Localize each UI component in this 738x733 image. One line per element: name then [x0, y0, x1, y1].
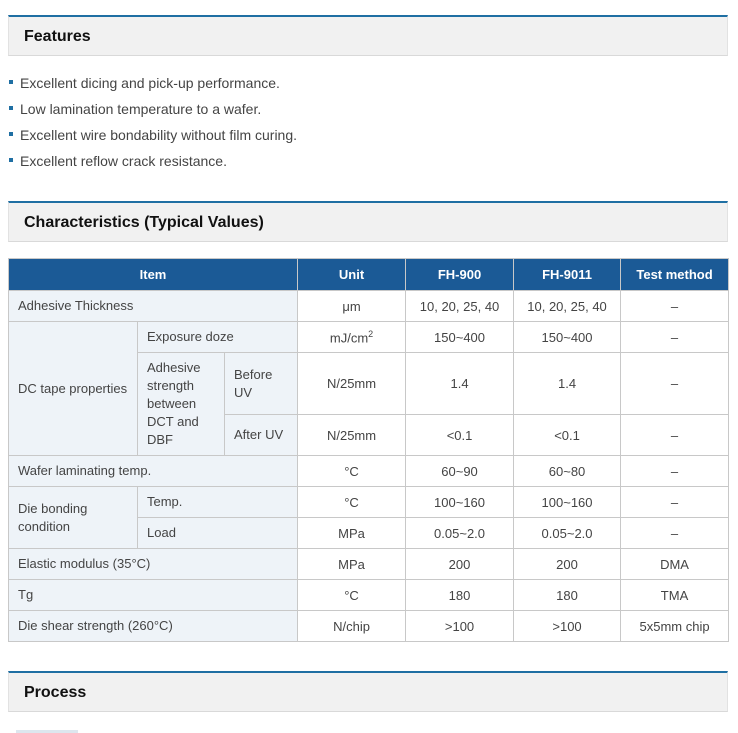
fh900-cell: <0.1 [406, 415, 514, 456]
fh900-cell: >100 [406, 611, 514, 642]
characteristics-section-header [8, 201, 728, 242]
table-row [9, 549, 729, 580]
fh9011-cell: 180 [514, 580, 621, 611]
process-section-header [8, 671, 728, 712]
feature-item: Excellent wire bondability without film curing. [9, 124, 297, 150]
table-row [9, 611, 729, 642]
fh900-cell: 0.05~2.0 [406, 518, 514, 549]
fh900-cell: 1.4 [406, 353, 514, 415]
unit-cell: °C [298, 487, 406, 518]
feature-item: Excellent dicing and pick-up performance. [9, 72, 297, 98]
row-label: Die shear strength (260°C) [9, 611, 298, 642]
test-cell: – [621, 456, 729, 487]
header-item: Item [9, 259, 298, 291]
features-title: Features [24, 28, 91, 45]
square-bullet-icon [9, 106, 13, 110]
table-row [9, 322, 729, 353]
header-unit: Unit [298, 259, 406, 291]
row-label: Adhesive Thickness [9, 291, 298, 322]
test-cell: – [621, 291, 729, 322]
test-cell: DMA [621, 549, 729, 580]
fh9011-cell: 1.4 [514, 353, 621, 415]
row-label: After UV [225, 415, 298, 456]
test-cell: – [621, 487, 729, 518]
fh9011-cell: 60~80 [514, 456, 621, 487]
row-label: Temp. [138, 487, 298, 518]
unit-cell: °C [298, 456, 406, 487]
features-list [9, 72, 297, 176]
table-header-row [9, 259, 729, 291]
test-cell: – [621, 322, 729, 353]
fh9011-cell: 100~160 [514, 487, 621, 518]
features-section-header [8, 15, 728, 56]
test-cell: – [621, 518, 729, 549]
fh9011-cell: 0.05~2.0 [514, 518, 621, 549]
feature-item: Excellent reflow crack resistance. [9, 150, 297, 176]
fh9011-cell: 10, 20, 25, 40 [514, 291, 621, 322]
table-row [9, 291, 729, 322]
header-fh900: FH-900 [406, 259, 514, 291]
characteristics-title: Characteristics (Typical Values) [24, 214, 264, 231]
unit-cell: N/25mm [298, 415, 406, 456]
row-label: Tg [9, 580, 298, 611]
unit-cell: N/chip [298, 611, 406, 642]
unit-cell: N/25mm [298, 353, 406, 415]
unit-cell: MPa [298, 549, 406, 580]
table-row [9, 580, 729, 611]
fh9011-cell: 200 [514, 549, 621, 580]
table-row [9, 487, 729, 518]
test-cell: 5x5mm chip [621, 611, 729, 642]
fh900-cell: 10, 20, 25, 40 [406, 291, 514, 322]
fh900-cell: 180 [406, 580, 514, 611]
sub-group-label-adhesive-strength: Adhesive strength between DCT and DBF [138, 353, 225, 456]
header-fh9011: FH-9011 [514, 259, 621, 291]
header-test-method: Test method [621, 259, 729, 291]
row-label: Before UV [225, 353, 298, 415]
row-label: Wafer laminating temp. [9, 456, 298, 487]
unit-cell: μm [298, 291, 406, 322]
test-cell: – [621, 415, 729, 456]
test-cell: TMA [621, 580, 729, 611]
row-label: Elastic modulus (35°C) [9, 549, 298, 580]
square-bullet-icon [9, 132, 13, 136]
fh9011-cell: <0.1 [514, 415, 621, 456]
table-row [9, 456, 729, 487]
group-label-dc-tape: DC tape properties [9, 322, 138, 456]
unit-cell: MPa [298, 518, 406, 549]
feature-item: Low lamination temperature to a wafer. [9, 98, 297, 124]
group-label-die-bonding: Die bonding condition [9, 487, 138, 549]
row-label: Exposure doze [138, 322, 298, 353]
fh900-cell: 60~90 [406, 456, 514, 487]
unit-cell: °C [298, 580, 406, 611]
fh900-cell: 150~400 [406, 322, 514, 353]
fh900-cell: 100~160 [406, 487, 514, 518]
unit-cell: $mJ/cm^2$ [298, 322, 406, 353]
fh9011-cell: 150~400 [514, 322, 621, 353]
test-cell: – [621, 353, 729, 415]
row-label: Load [138, 518, 298, 549]
fh9011-cell: >100 [514, 611, 621, 642]
square-bullet-icon [9, 158, 13, 162]
characteristics-table [8, 258, 729, 642]
process-title: Process [24, 684, 87, 701]
fh900-cell: 200 [406, 549, 514, 580]
square-bullet-icon [9, 80, 13, 84]
